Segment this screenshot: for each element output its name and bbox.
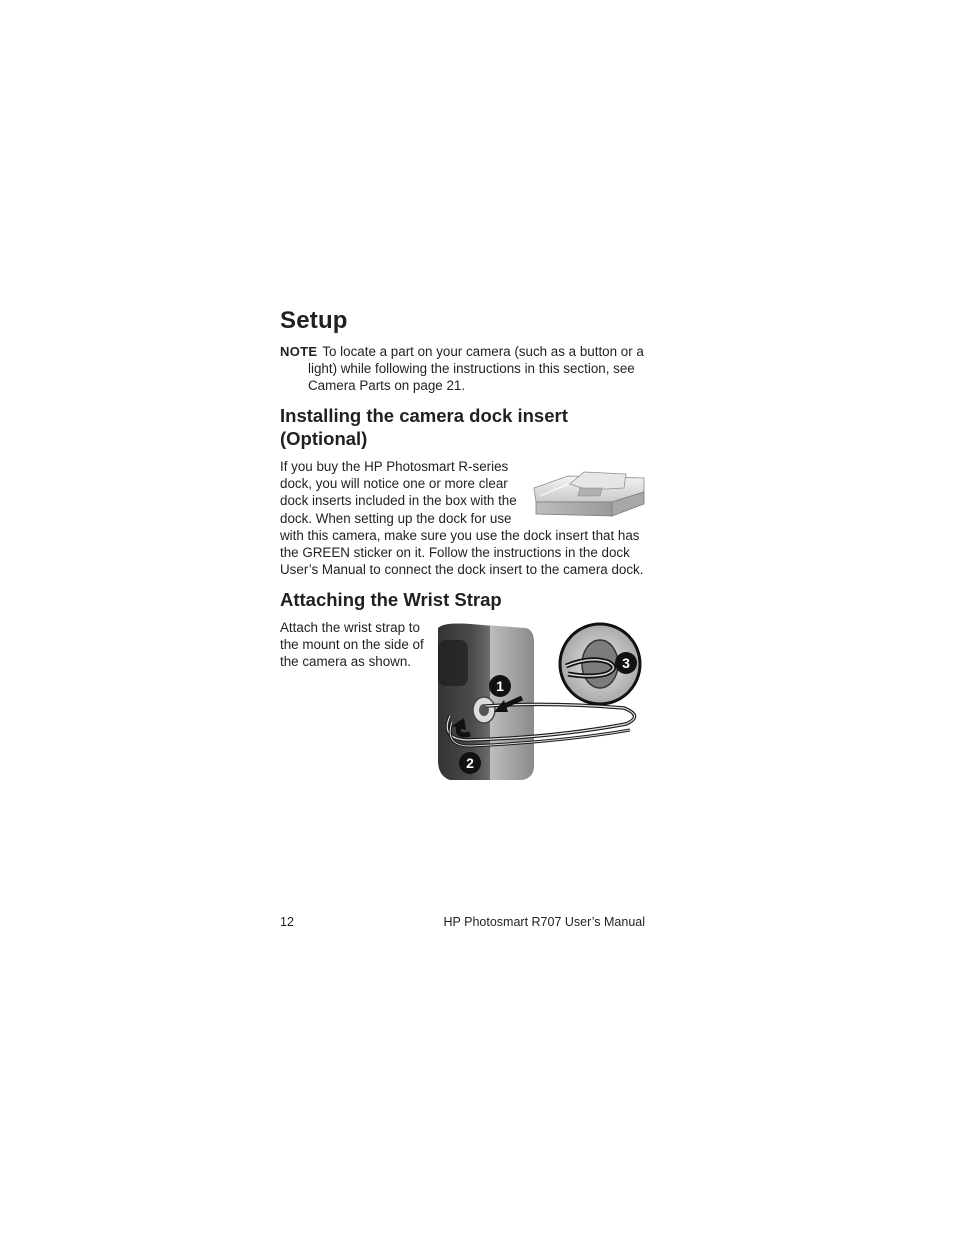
dock-para-line: dock inserts included in the box with the [280,493,517,509]
strap-para-line: Attach the wrist strap to [280,620,420,635]
step-2-label: 2 [466,755,474,771]
page-number: 12 [280,915,294,929]
dock-heading-line-1: Installing the camera dock insert [280,405,568,426]
dock-para-line: If you buy the HP Photosmart R-series [280,459,509,474]
note-text-3: Camera Parts on page 21. [308,378,466,394]
note-line-1 [280,343,644,360]
dock-section-heading [280,404,568,450]
footer-manual-title: HP Photosmart R707 User’s Manual [443,915,645,929]
dock-heading-line-2: (Optional) [280,428,368,449]
page-title: Setup [280,307,348,334]
strap-paragraph [280,619,424,671]
note-block [280,343,644,395]
step-1-label: 1 [496,678,504,694]
step-1-badge [489,675,511,697]
strap-section-heading: Attaching the Wrist Strap [280,589,502,610]
note-label: NOTE [280,344,318,359]
strap-para-line: the camera as shown. [280,654,411,670]
note-text-2: light) while following the instructions in this section, see [308,361,635,377]
dock-para-line: dock, you will notice one or more clear [280,476,508,492]
dock-insert-image [528,466,648,522]
dock-para-line: the GREEN sticker on it. Follow the instructions in the dock [280,545,630,561]
dock-para-line: dock. When setting up the dock for use [280,510,512,526]
dock-para-line: with this camera, make sure you use the dock insert that has [280,527,640,543]
step-3-badge [615,652,637,674]
note-text-1: To locate a part on your camera (such as a button or a [322,344,644,359]
strap-para-line: the mount on the side of [280,637,424,653]
wrist-strap-image [430,620,650,785]
dock-para-line: User’s Manual to connect the dock insert to the camera dock. [280,562,644,578]
step-2-badge [459,752,481,774]
step-3-label: 3 [622,655,630,671]
